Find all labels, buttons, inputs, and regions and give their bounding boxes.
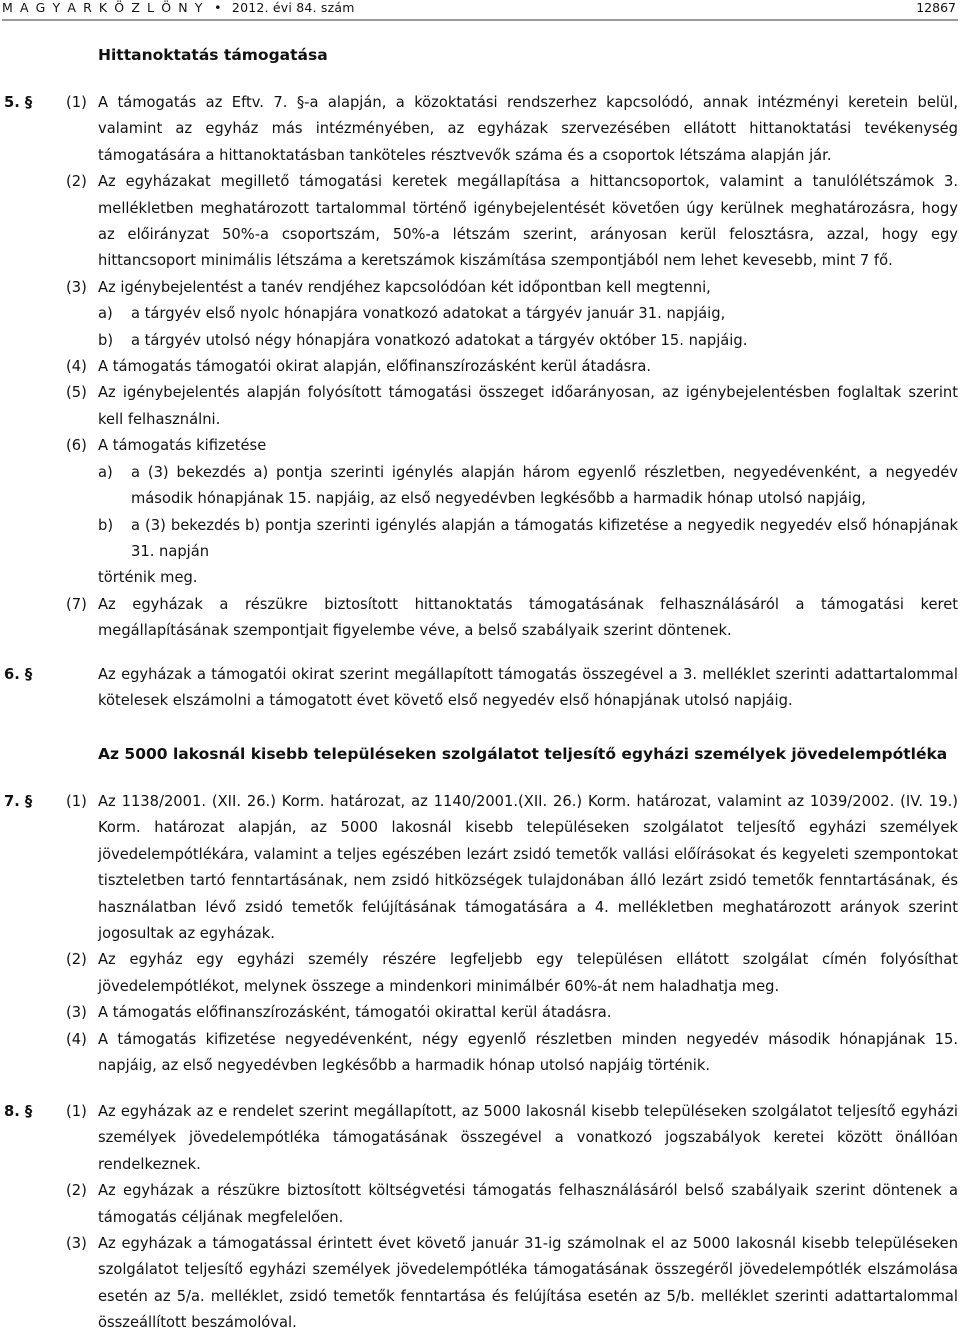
paragraph-text: Az egyházak az e rendelet szerint megállapított, az 5000 lakosnál kisebb településeken szolgálatot teljesítő egyházi személyek jövedelempótléka támogatásának összegével a vonatkozó jogszabályok keretei között önállóan rendelkeznek. [98,1103,958,1173]
paragraph-number: (2) [66,951,87,969]
paragraph-text: Az igénybejelentést a tanév rendjéhez kapcsolódóan két időpontban kell megtenni, [98,278,711,296]
point-text: a tárgyév első nyolc hónapjára vonatkozó adatokat a tárgyév január 31. napjáig, [131,305,726,323]
bullet-separator: • [214,0,222,15]
header-rule [2,19,958,21]
paragraph-7-4 [0,1027,960,1080]
section-text: Az egyházak a támogatói okirat szerint megállapított támogatás összegével a 3. melléklet szerinti adattartalommal kötelesek elszámolni a támogatott évet követő első negyedév első hónapjának utolsó napjáig. [98,666,958,710]
paragraph-number: (5) [66,384,87,402]
paragraph-5-4 [0,354,960,380]
paragraph-text: A támogatás az Eftv. 7. §-a alapján, a közoktatási rendszerhez kapcsolódó, annak intézményi keretein belül, valamint az egyház más intézményében, az egyházak szervezésében ellátott hittanoktatási tevékenység támogatására a hittanoktatásban tanköteles résztvevők száma és a csoportok létszáma alapján jár. [98,94,958,164]
paragraph-5-1 [0,90,960,169]
paragraph-number: (6) [66,437,87,455]
paragraph-7-2 [0,947,960,1000]
paragraph-number: (3) [66,278,87,296]
section-6 [0,662,960,715]
issue-info: 2012. évi 84. szám [231,0,355,15]
section-5 [0,90,960,645]
paragraph-7-3 [0,1000,960,1026]
section-7 [0,789,960,1079]
paragraph-number: (2) [66,173,87,191]
paragraph-text: Az egyházak a részükre biztosított költségvetési támogatás felhasználásáról belső szabályaik szerint döntenek a támogatás céljának megfelelően. [98,1182,958,1226]
paragraph-text: Az egyházak a támogatással érintett évet követő január 31-ig számolnak el az 5000 lakosnál kisebb településeken szolgálatot teljesítő egyházi személyek jövedelempótléka támogatásának összegéről jövedelempótlék elszámolása esetén az 5/a. melléklet, zsidó temetők fenntartása és felújítása esetén az 5/b. melléklet szerinti adattartalommal összeállított beszámolóval. [98,1235,958,1332]
point-label: a) [98,305,113,323]
section-title-jovedelempotlek: Az 5000 lakosnál kisebb településeken szolgálatot teljesítő egyházi személyek jövedelempótléka [98,745,948,763]
paragraph-8-1 [0,1099,960,1178]
paragraph-text: A támogatás előfinanszírozásként, támogatói okirattal kerül átadásra. [98,1004,612,1022]
point-label: b) [98,331,114,349]
page-header [2,0,958,18]
paragraph-7-1 [0,789,960,947]
paragraph-text: A támogatás támogatói okirat alapján, előfinanszírozásként kerül átadásra. [98,358,652,376]
section-number: 5. § [4,94,33,111]
paragraph-text: A támogatás kifizetése negyedévenként, négy egyenlő részletben minden negyedév második hónapjának 15. napjáig, az első negyedévben legkésőbb a harmadik hónap utolsó napjáig történik. [98,1030,958,1075]
paragraph-5-5 [0,380,960,433]
section-number: 6. § [4,666,33,683]
paragraph-number: (4) [66,358,87,376]
point-text: a (3) bekezdés a) pontja szerinti igénylés alapján három egyenlő részletben, negyedévenként, a negyedév második hónapjának 15. napjáig, az első negyedévben legkésőbb a harmadik hónap utolsó napjáig, [131,463,958,508]
point-a [0,301,960,327]
paragraph-5-3 [0,275,960,354]
point-label: b) [98,516,114,534]
paragraph-number: (2) [66,1182,87,1200]
section-8 [0,1099,960,1337]
point-a [0,460,960,513]
point-text: a (3) bekezdés b) pontja szerinti igénylés alapján a támogatás kifizetése a negyedik negyedév első hónapjának 31. napján [131,516,958,560]
paragraph-text: Az egyház egy egyházi személy részére legfeljebb egy településen ellátott szolgálat címén folyósíthat jövedelempótlékot, melynek összege a mindenkori minimálbér 60%-át nem haladhatja meg. [98,951,958,995]
section-title-hittanoktatas: Hittanoktatás támogatása [98,46,328,64]
journal-name: M A G Y A R K Ö Z L Ö N Y [2,0,204,15]
page-number: 12867 [916,0,956,15]
paragraph-5-6 [0,433,960,591]
running-head [2,0,355,15]
paragraph-number: (3) [66,1004,87,1022]
paragraph-text: Az egyházakat megillető támogatási keretek megállapítása a hittancsoportok, valamint a tanulólétszámok 3. mellékletben meghatározott tartalommal történő igénybejelentését követően úgy kerülnek meghatározásra, hogy az előirányzat 50%-a csoportszám, 50%-a létszám szerint, arányosan kerül felosztásra, azzal, hogy egy hittancsoport minimális létszáma a keretszámok kiszámítása szempontjából nem lehet kevesebb, mint 7 fő. [98,173,958,270]
paragraph-text: Az igénybejelentés alapján folyósított támogatási összeget időarányosan, az igénybejelentésben foglaltak szerint kell felhasználni. [98,384,958,428]
paragraph-text: Az egyházak a részükre biztosított hittanoktatás támogatásának felhasználásáról a támogatási keret megállapításának szempontjait figyelembe véve, a belső szabályaik szerint döntenek. [98,595,958,640]
section-number: 8. § [4,1103,33,1120]
paragraph-number: (4) [66,1030,87,1048]
point-b [0,328,960,354]
paragraph-number: (1) [66,793,87,810]
paragraph-number: (1) [66,94,87,111]
paragraph-8-3 [0,1231,960,1337]
paragraph-5-7 [0,592,960,645]
point-text: a tárgyév utolsó négy hónapjára vonatkozó adatokat a tárgyév október 15. napjáig. [131,331,748,349]
paragraph-text: Az 1138/2001. (XII. 26.) Korm. határozat, az 1140/2001.(XII. 26.) Korm. határozat, valamint az 1039/2002. (IV. 19.) Korm. határozat alapján, az 5000 lakosnál kisebb településeken szolgálatot teljesítő egyházi személyek jövedelempótlékára, valamint a teljes egészében lezárt zsidó temetők vallási előírásokat és kegyeleti szempontokat tiszteletben tartó fenntartásának, nem zsidó hitközségek tulajdonában álló lezárt zsidó temetők fenntartásának, és használatban lévő zsidó temetők felújításának támogatására a 4. mellékletben meghatározott arányok szerint jogosultak az egyházak. [98,793,958,943]
paragraph-number: (3) [66,1235,87,1253]
point-label: a) [98,463,113,481]
section-number: 7. § [4,793,33,810]
paragraph-5-2 [0,169,960,275]
paragraph-text: A támogatás kifizetése [98,437,267,455]
point-b [0,513,960,566]
paragraph-number: (1) [66,1103,87,1120]
paragraph-number: (7) [66,595,87,613]
paragraph-tail: történik meg. [98,569,198,587]
paragraph-8-2 [0,1178,960,1231]
